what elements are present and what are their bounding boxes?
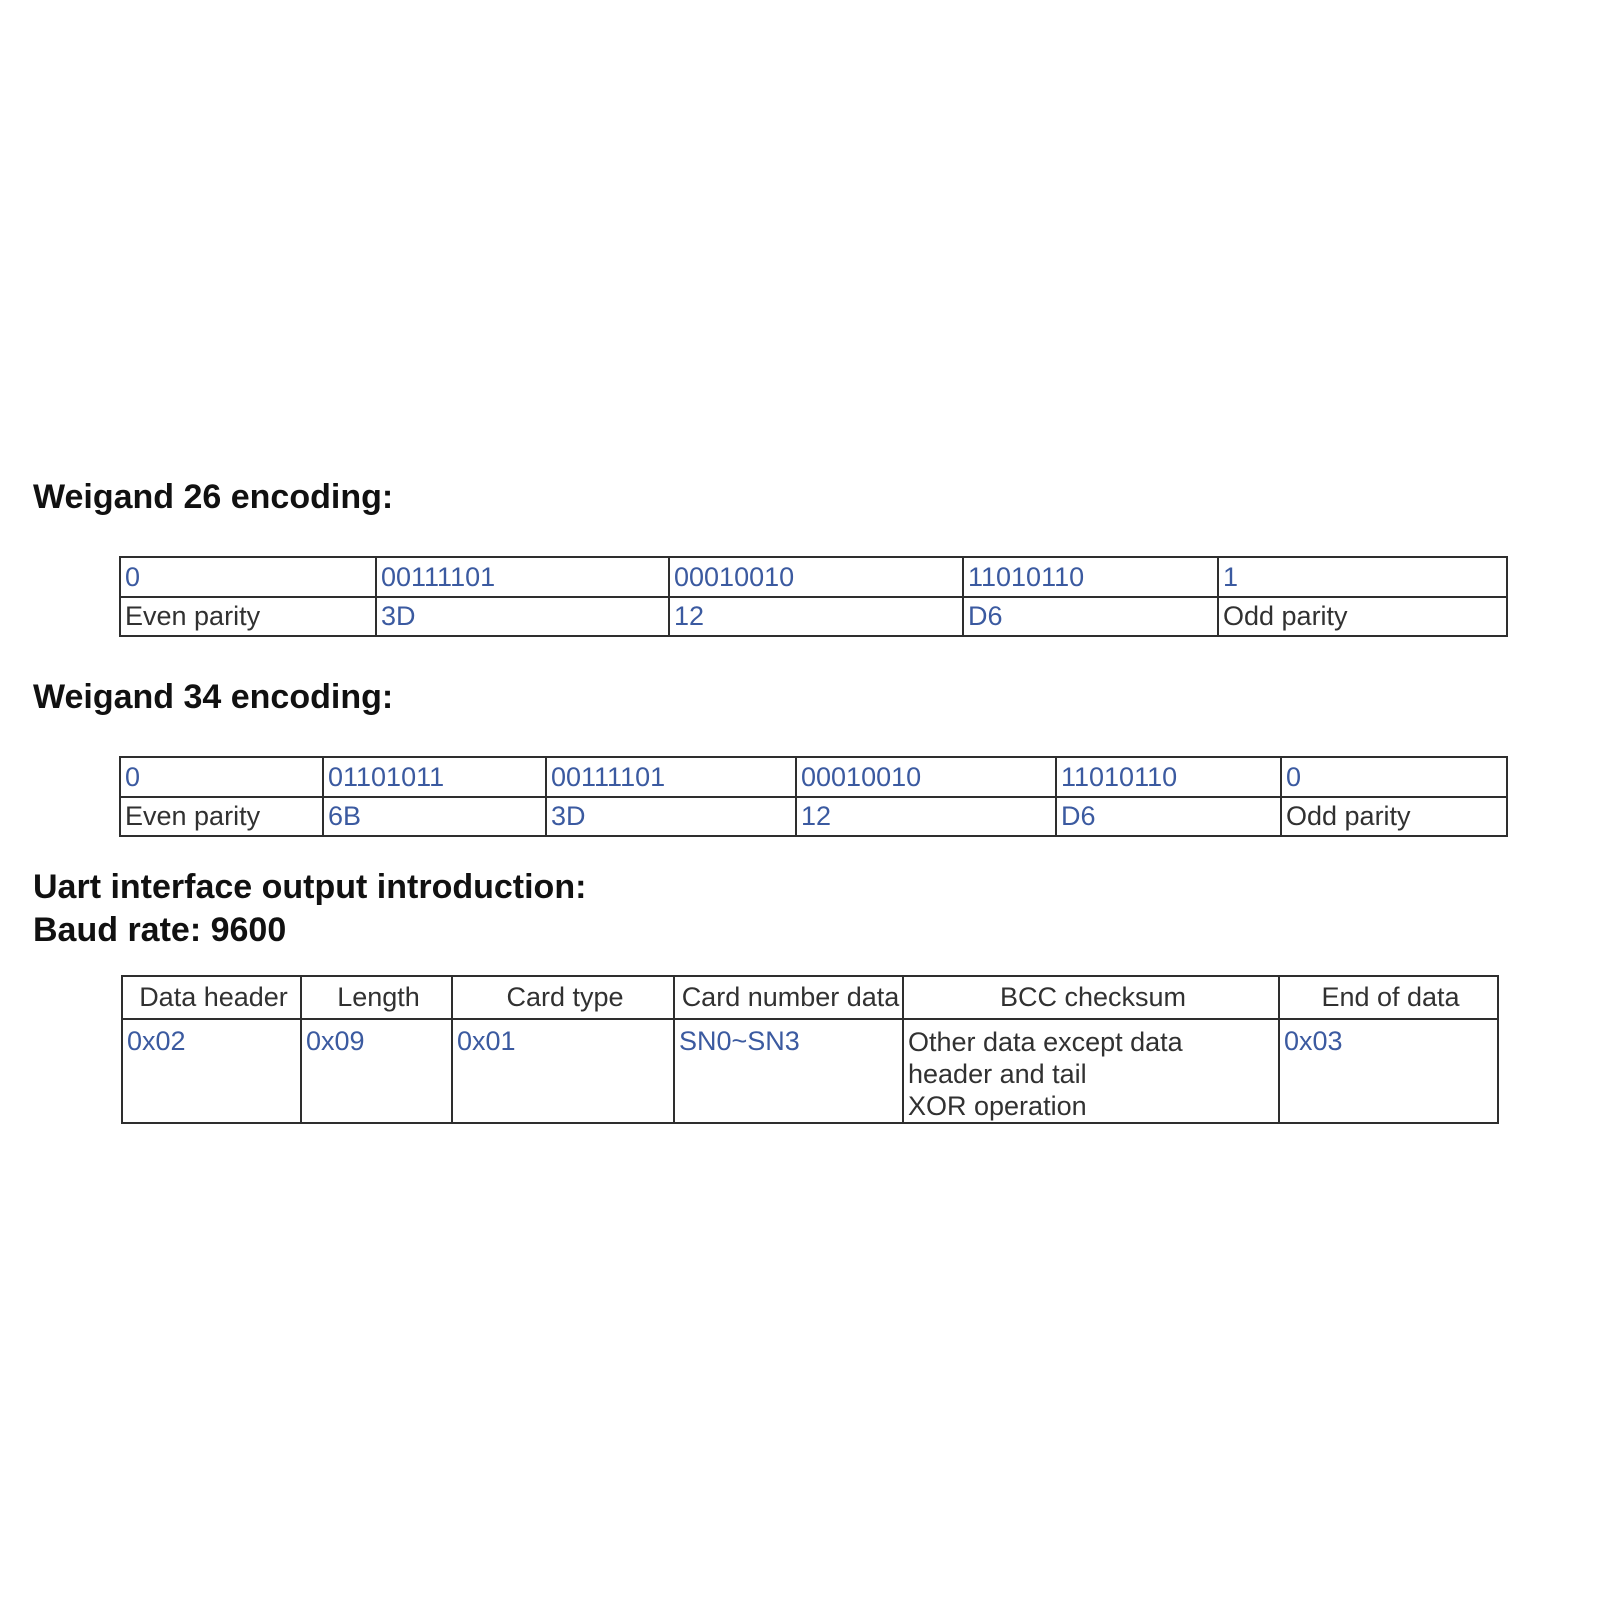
weigand34-heading: Weigand 34 encoding: — [33, 678, 394, 716]
w34-bit-cell: 00111101 — [546, 757, 796, 797]
uart-heading-line1: Uart interface output introduction: — [33, 868, 587, 906]
uart-header-cell: Length — [301, 976, 452, 1019]
w34-bit-cell: 00010010 — [796, 757, 1056, 797]
uart-header-cell: Card type — [452, 976, 674, 1019]
w34-label-cell: Even parity — [120, 797, 323, 836]
w34-bits-row — [120, 757, 1507, 797]
uart-header-cell: End of data — [1279, 976, 1498, 1019]
w26-bit-cell: 00010010 — [669, 557, 963, 597]
w34-bit-cell: 0 — [1281, 757, 1507, 797]
uart-bcc-cell — [903, 1019, 1279, 1123]
bcc-line: Other data except data — [908, 1027, 1183, 1057]
w34-labels-row — [120, 797, 1507, 836]
w26-label-cell: D6 — [963, 597, 1218, 636]
uart-value-cell: 0x03 — [1279, 1019, 1498, 1123]
uart-table — [121, 975, 1499, 1124]
uart-header-cell: Card number data — [674, 976, 903, 1019]
uart-header-row — [122, 976, 1498, 1019]
w26-bits-row — [120, 557, 1507, 597]
weigand34-table — [119, 756, 1508, 837]
baud-rate-line: Baud rate: 9600 — [33, 911, 287, 949]
uart-value-cell: SN0~SN3 — [674, 1019, 903, 1123]
uart-heading — [33, 866, 586, 952]
w26-bit-cell: 00111101 — [376, 557, 669, 597]
weigand26-heading: Weigand 26 encoding: — [33, 478, 394, 516]
w34-label-cell: D6 — [1056, 797, 1281, 836]
uart-value-cell: 0x09 — [301, 1019, 452, 1123]
w26-labels-row — [120, 597, 1507, 636]
uart-header-cell: BCC checksum — [903, 976, 1279, 1019]
uart-body-row — [122, 1019, 1498, 1123]
w26-bit-cell: 0 — [120, 557, 376, 597]
w34-bit-cell: 01101011 — [323, 757, 546, 797]
weigand26-table — [119, 556, 1508, 637]
w26-label-cell: Even parity — [120, 597, 376, 636]
w34-label-cell: 12 — [796, 797, 1056, 836]
uart-header-cell: Data header — [122, 976, 301, 1019]
w34-label-cell: 3D — [546, 797, 796, 836]
w26-label-cell: 3D — [376, 597, 669, 636]
w34-bit-cell: 11010110 — [1056, 757, 1281, 797]
w26-bit-cell: 1 — [1218, 557, 1507, 597]
bcc-line: XOR operation — [908, 1091, 1087, 1121]
w34-bit-cell: 0 — [120, 757, 323, 797]
bcc-line: header and tail — [908, 1059, 1087, 1089]
w26-label-cell: Odd parity — [1218, 597, 1507, 636]
uart-value-cell: 0x01 — [452, 1019, 674, 1123]
uart-value-cell: 0x02 — [122, 1019, 301, 1123]
w34-label-cell: 6B — [323, 797, 546, 836]
w26-label-cell: 12 — [669, 597, 963, 636]
w34-label-cell: Odd parity — [1281, 797, 1507, 836]
w26-bit-cell: 11010110 — [963, 557, 1218, 597]
